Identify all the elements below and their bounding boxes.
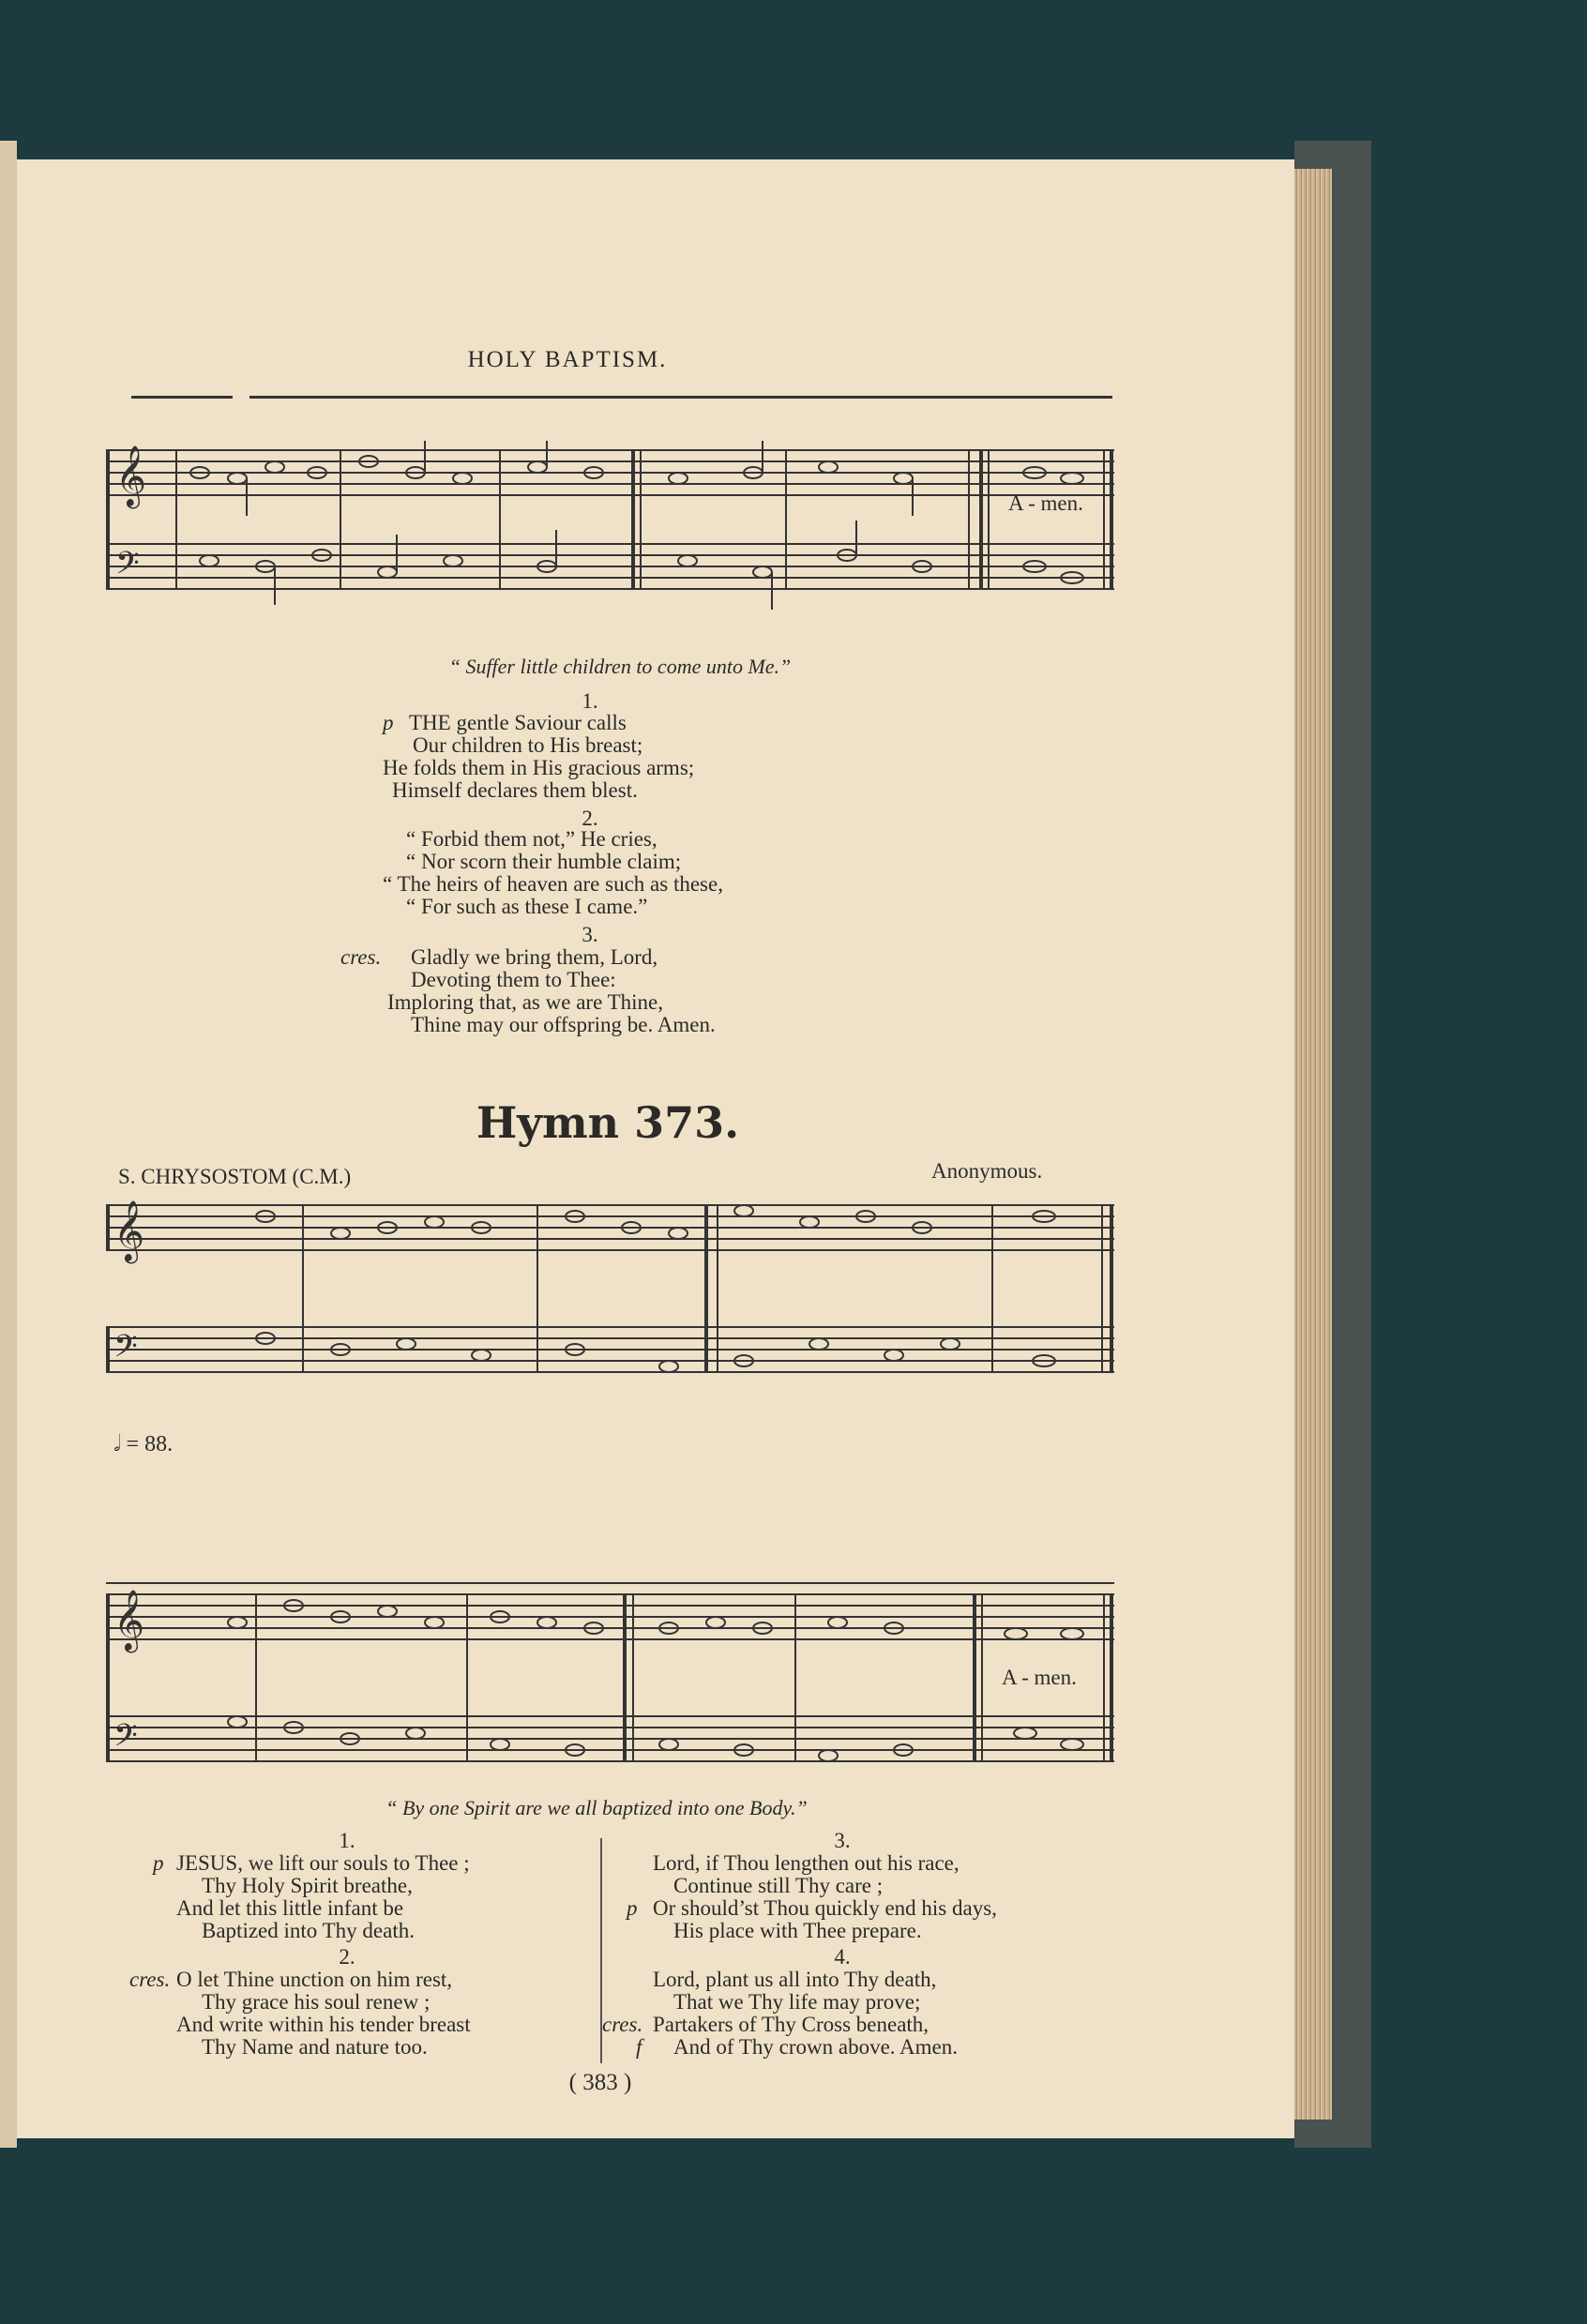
hymn-372-verse-2-line-2: “ Nor scorn their humble claim; [406,850,682,873]
hymn-373-verse-4-line-2: That we Thy life may prove; [673,1990,921,2014]
hymn-373-verse-1-line-1-dynamic: p [153,1851,164,1875]
hymn-372-verse-1-line-1: THE gentle Saviour calls [409,711,627,734]
hymn-372-verse-1-line-2: Our children to His breast; [413,733,643,757]
hymn-372-verse-2-line-4: “ For such as these I came.” [406,895,648,918]
left-page-edge [0,141,17,2148]
hymn-372-verse-1-line-4: Himself declares them blest. [392,778,638,802]
hymn-373-tune-name: S. CHRYSOSTOM (C.M.) [118,1165,352,1188]
page-number: ( 383 ) [568,2070,632,2095]
hymn-373-verse-4-line-3: Partakers of Thy Cross beneath, [653,2013,930,2036]
hymn-373-verse-4-number: 4. [834,1945,851,1969]
hymn-373-verse-4-line-4: And of Thy crown above. Amen. [673,2035,958,2059]
hymn-373-verse-1-line-2: Thy Holy Spirit breathe, [202,1874,413,1897]
hymn-373-verse-2-line-2: Thy grace his soul renew ; [202,1990,431,2014]
hymn-372-verse-3-dynamic: cres. [340,945,382,969]
hymn-373-epigraph: “ By one Spirit are we all baptized into one Body.” [385,1796,808,1819]
hymn-373-tempo-mark: 𝅗𝅥 = 88. [113,1432,174,1456]
hymn-372-verse-2-number: 2. [582,807,598,830]
hymn-372-amen: A - men. [1008,491,1083,515]
hymn-372-verse-3-number: 3. [582,923,598,946]
svg-text:𝄞: 𝄞 [113,1590,145,1651]
hymn-373-verse-2-line-3: And write within his tender breast [176,2013,471,2036]
hymn-373-verse-3-line-4: His place with Thee prepare. [673,1919,922,1942]
hymn-373-verse-1-line-1: JESUS, we lift our souls to Thee ; [176,1851,470,1875]
hymn-373-verse-3-line-1: Lord, if Thou lengthen out his race, [653,1851,960,1875]
hymn-373-verse-4-line-1: Lord, plant us all into Thy death, [653,1968,937,1991]
hymn-372-verse-3-line-4: Thine may our offspring be. Amen. [411,1013,716,1036]
page-block-edge [1294,169,1332,2120]
svg-text:𝄢: 𝄢 [113,1329,138,1372]
hymn-373-verse-2-line-1: O let Thine unction on him rest, [176,1968,453,1991]
hymn-373-amen: A - men. [1002,1666,1077,1689]
hymn-372-verse-3-line-2: Devoting them to Thee: [411,968,616,991]
header-rule-left [131,396,233,399]
hymn-373-verse-3-line-3-dynamic: p [627,1896,638,1920]
hymn-372-verse-2-line-1: “ Forbid them not,” He cries, [406,827,657,851]
hymn-373-verse-1-number: 1. [339,1829,355,1852]
header-rule-right [249,396,1112,399]
hymn-372-verse-3-line-3: Imploring that, as we are Thine, [387,990,664,1014]
hymn-373-verse-1-line-3: And let this little infant be [176,1896,404,1920]
hymn-373-verse-1-line-4: Baptized into Thy death. [202,1919,415,1942]
hymn-373-music-system-3 [106,1585,1124,1782]
svg-text:𝄢: 𝄢 [115,546,140,589]
hymn-373-title: Hymn 373. [476,1097,740,1148]
hymn-373-verse-2-line-4: Thy Name and nature too. [202,2035,428,2059]
hymn-373-verse-2-number: 2. [339,1945,355,1969]
hymn-373-verse-4-line-4-dynamic: f [636,2035,642,2059]
hymn-373-verse-3-line-3: Or should’st Thou quickly end his days, [653,1896,997,1920]
svg-text:𝄞: 𝄞 [115,445,147,506]
hymn-373-verse-3-number: 3. [834,1829,851,1852]
hymn-372-verse-1-line-3: He folds them in His gracious arms; [383,756,695,779]
hymn-372-verse-2-line-3: “ The heirs of heaven are such as these, [383,872,723,896]
hymn-372-verse-1-number: 1. [582,689,598,713]
hymn-373-author: Anonymous. [931,1159,1043,1183]
hymnal-page [17,159,1294,2138]
hymn-372-verse-3-line-1: Gladly we bring them, Lord, [411,945,658,969]
hymn-373-verse-4-line-3-dynamic: cres. [602,2013,643,2036]
hymn-373-verse-2-line-1-dynamic: cres. [129,1968,171,1991]
running-title: HOLY BAPTISM. [467,347,668,372]
svg-text:𝄢: 𝄢 [113,1718,138,1761]
svg-text:𝄞: 𝄞 [113,1200,145,1261]
hymn-372-epigraph: “ Suffer little children to come unto Me.” [448,655,792,678]
hymn-372-verse-1-dynamic: p [383,711,394,734]
hymn-373-verse-3-line-2: Continue still Thy care ; [673,1874,884,1897]
hymn-373-staff-svg-3 [106,1585,1124,1782]
